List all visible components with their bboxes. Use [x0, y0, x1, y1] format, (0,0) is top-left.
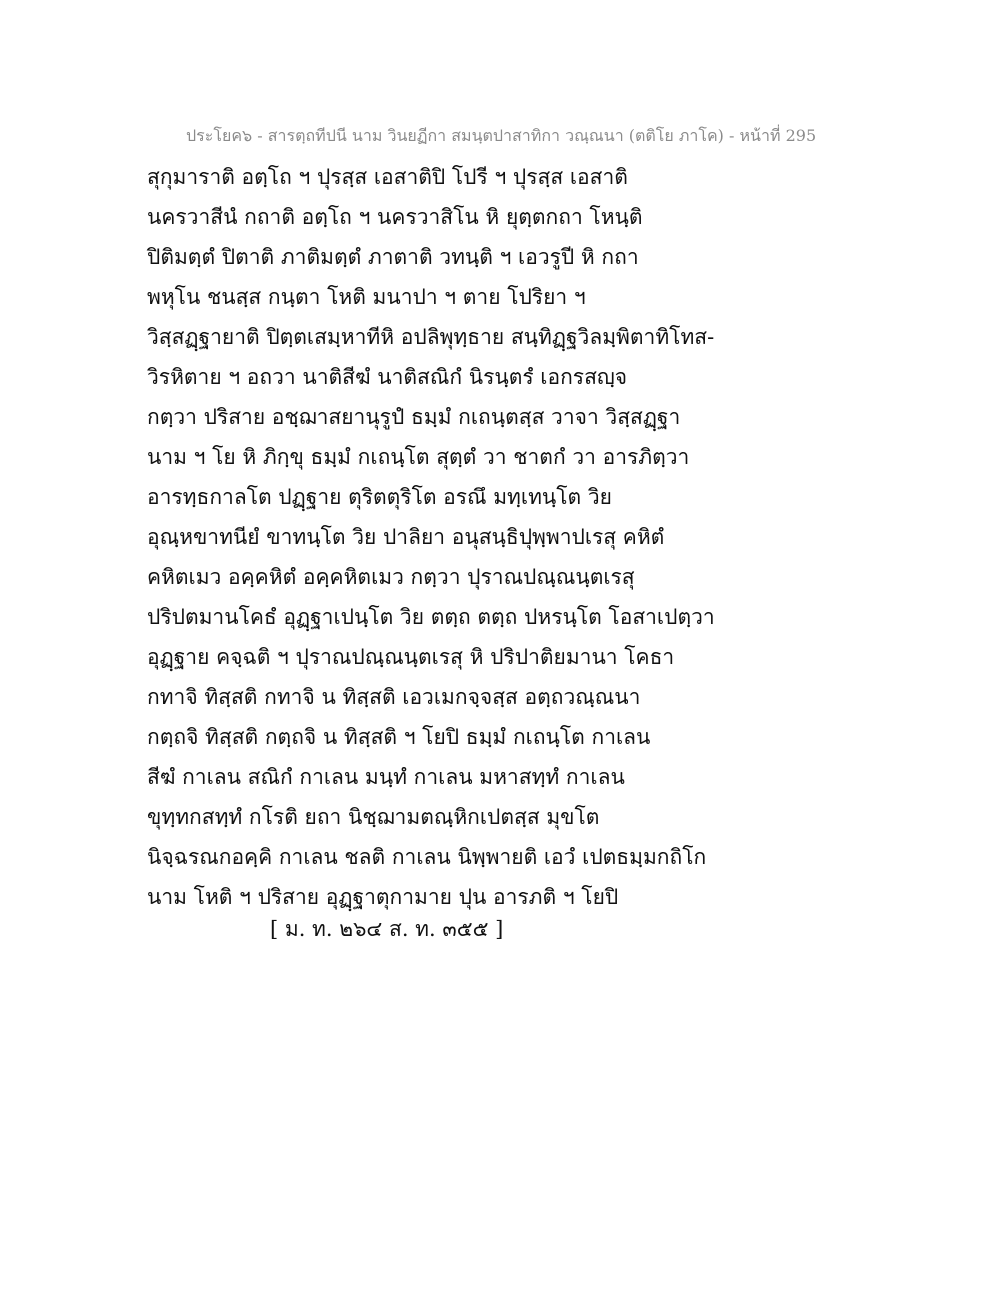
text-line: ปริปตมานโคธํ อุฏฺฐาเปนฺโต วิย ตตฺถ ตตฺถ ปหรนฺโต โอสาเปตฺวา	[147, 605, 715, 629]
text-line: นครวาสีนํ กถาติ อตฺโถ ฯ นครวาสิโน หิ ยุตฺตกถา โหนฺติ	[147, 205, 643, 229]
text-line: อารทฺธกาลโต ปฏฺฐาย ตุริตตุริโต อรณึ มทฺเทนฺโต วิย	[147, 485, 612, 509]
text-line: กทาจิ ทิสฺสติ กทาจิ น ทิสฺสติ เอวเมกจฺจสฺส อตฺถวณฺณนา	[147, 685, 641, 709]
text-line: วิรหิตาย ฯ อถวา นาติสีฆํ นาติสณิกํ นิรนฺตรํ เอกรสญฺจ	[147, 365, 628, 389]
text-line: กตฺวา ปริสาย อชฺฌาสยานุรูปํ ธมฺมํ กเถนฺตสฺส วาจา วิสฺสฏฺฐา	[147, 405, 681, 429]
source-reference: [ ม. ท. ๒๖๔ ส. ท. ๓๕๕ ]	[270, 917, 504, 941]
text-line: นาม โหติ ฯ ปริสาย อุฏฺฐาตุกามาย ปุน อารภติ ฯ โยปิ	[147, 885, 619, 909]
running-header: ประโยค๖ - สารตฺถทีปนี นาม วินยฏีกา สมนฺตปาสาทิกา วณฺณนา (ตติโย ภาโค) - หน้าที่ 295	[186, 126, 817, 145]
text-line: ปิติมตฺตํ ปิตาติ ภาติมตฺตํ ภาตาติ วทนฺติ ฯ เอวรูปี หิ กถา	[147, 245, 639, 269]
text-line: นาม ฯ โย หิ ภิกฺขุ ธมฺมํ กเถนฺโต สุตฺตํ วา ชาตกํ วา อารภิตฺวา	[147, 445, 690, 469]
text-line: ขุทฺทกสทฺทํ กโรติ ยถา นิชฺฌามตณฺหิกเปตสฺส มุขโต	[147, 805, 600, 829]
body-text	[147, 157, 715, 917]
text-line: สุกุมาราติ อตฺโถ ฯ ปุรสฺส เอสาติปิ โปรี ฯ ปุรสฺส เอสาติ	[147, 165, 628, 189]
text-line: พหุโน ชนสฺส กนฺตา โหติ มนาปา ฯ ตาย โปริยา ฯ	[147, 285, 586, 309]
text-line: คหิตเมว อคฺคหิตํ อคฺคหิตเมว กตฺวา ปุราณปณฺณนฺตเรสุ	[147, 565, 635, 589]
text-line: อุฏฺฐาย คจฺฉติ ฯ ปุราณปณฺณนฺตเรสุ หิ ปริปาติยมานา โคธา	[147, 645, 675, 669]
text-line: อุณฺหขาทนียํ ขาทนฺโต วิย ปาลิยา อนุสนฺธิปุพฺพาปเรสุ คหิตํ	[147, 525, 665, 549]
text-line: นิจฺฉรณกอคฺคิ กาเลน ชลติ กาเลน นิพฺพายติ เอวํ เปตธมฺมกถิโก	[147, 845, 707, 869]
text-line: วิสฺสฏฺฐายาติ ปิตฺตเสมฺหาทีหิ อปลิพุทฺธาย สนฺทิฏฺฐวิลมฺพิตาทิโทส-	[147, 325, 715, 349]
text-line: กตฺถจิ ทิสฺสติ กตฺถจิ น ทิสฺสติ ฯ โยปิ ธมฺมํ กเถนฺโต กาเลน	[147, 725, 651, 749]
text-line: สีฆํ กาเลน สณิกํ กาเลน มนฺทํ กาเลน มหาสทฺทํ กาเลน	[147, 765, 625, 789]
